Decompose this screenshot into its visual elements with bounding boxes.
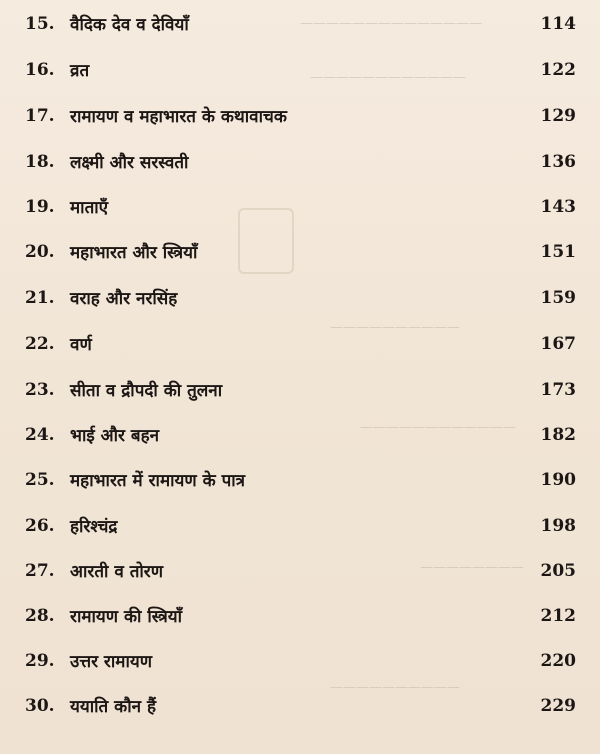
- entry-title: लक्ष्मी और सरस्वती: [70, 153, 189, 173]
- entry-title: रामायण व महाभारत के कथावाचक: [70, 107, 287, 127]
- toc-entry: [0, 280, 600, 320]
- entry-number: 20.: [25, 242, 55, 262]
- entry-title: वैदिक देव व देवियाँ: [70, 15, 189, 35]
- show-through-text: ——————————: [330, 320, 460, 335]
- entry-title: सीता व द्रौपदी की तुलना: [70, 381, 223, 401]
- entry-number: 25.: [25, 470, 55, 490]
- entry-title: महाभारत में रामायण के पात्र: [70, 471, 246, 491]
- show-through-text: ——————————————: [300, 16, 482, 31]
- entry-number: 27.: [25, 561, 55, 581]
- entry-number: 29.: [25, 651, 55, 671]
- entry-number: 21.: [25, 288, 55, 308]
- entry-number: 18.: [25, 152, 55, 172]
- toc-entry: [0, 326, 600, 366]
- entry-page: 129: [540, 106, 576, 126]
- entry-title: हरिश्चंद्र: [70, 517, 118, 537]
- toc-entry: [0, 6, 600, 46]
- entry-page: 143: [540, 197, 576, 217]
- toc-entry: [0, 508, 600, 548]
- entry-number: 23.: [25, 380, 55, 400]
- entry-number: 24.: [25, 425, 55, 445]
- entry-number: 22.: [25, 334, 55, 354]
- toc-entry: [0, 643, 600, 683]
- entry-number: 26.: [25, 516, 55, 536]
- toc-entry: [0, 462, 600, 502]
- entry-page: 212: [540, 606, 576, 626]
- entry-page: 182: [540, 425, 576, 445]
- entry-page: 151: [540, 242, 576, 262]
- toc-entry: [0, 234, 600, 274]
- show-through-text: ——————————: [330, 680, 460, 695]
- entry-page: 205: [540, 561, 576, 581]
- toc-entry: [0, 553, 600, 593]
- entry-title: उत्तर रामायण: [70, 652, 153, 672]
- entry-title: वराह और नरसिंह: [70, 289, 178, 309]
- entry-number: 17.: [25, 106, 55, 126]
- toc-entry: [0, 372, 600, 412]
- entry-page: 220: [540, 651, 576, 671]
- entry-page: 122: [540, 60, 576, 80]
- entry-title: महाभारत और स्त्रियाँ: [70, 243, 198, 263]
- toc-entry: [0, 189, 600, 229]
- show-through-text: ————————————: [310, 70, 466, 85]
- entry-title: माताएँ: [70, 198, 109, 218]
- entry-page: 198: [540, 516, 576, 536]
- entry-title: ययाति कौन हैं: [70, 697, 156, 717]
- entry-number: 15.: [25, 14, 55, 34]
- entry-title: वर्ण: [70, 335, 92, 355]
- entry-title: रामायण की स्त्रियाँ: [70, 607, 183, 627]
- entry-page: 159: [540, 288, 576, 308]
- entry-number: 16.: [25, 60, 55, 80]
- entry-title: व्रत: [70, 61, 90, 81]
- entry-number: 19.: [25, 197, 55, 217]
- toc-entry: [0, 98, 600, 138]
- entry-page: 173: [540, 380, 576, 400]
- entry-page: 229: [540, 696, 576, 716]
- entry-number: 28.: [25, 606, 55, 626]
- entry-page: 114: [540, 14, 576, 34]
- entry-page: 136: [540, 152, 576, 172]
- toc-entry: [0, 52, 600, 92]
- toc-entry: [0, 598, 600, 638]
- entry-title: भाई और बहन: [70, 426, 160, 446]
- toc-entry: [0, 417, 600, 457]
- toc-entry: [0, 688, 600, 728]
- entry-number: 30.: [25, 696, 55, 716]
- entry-page: 190: [540, 470, 576, 490]
- entry-title: आरती व तोरण: [70, 562, 164, 582]
- show-through-text: ————————————: [360, 420, 516, 435]
- toc-entry: [0, 144, 600, 184]
- entry-page: 167: [540, 334, 576, 354]
- show-through-text: ————————: [420, 560, 524, 575]
